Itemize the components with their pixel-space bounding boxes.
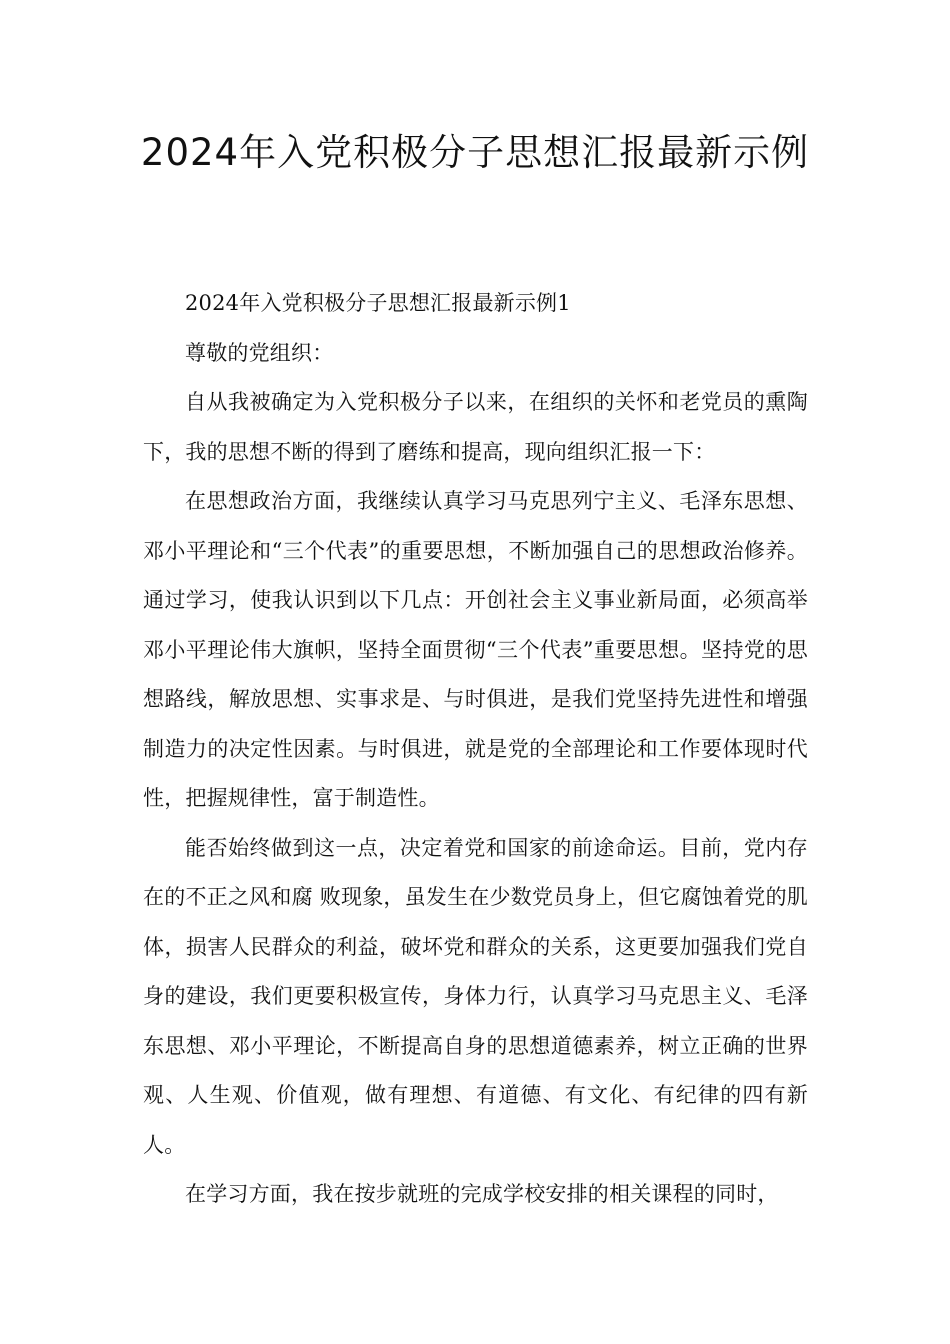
body-paragraph: 在学习方面，我在按步就班的完成学校安排的相关课程的同时， bbox=[185, 1182, 779, 1206]
salutation: 尊敬的党组织： bbox=[185, 340, 334, 365]
document-title: 2024年入党积极分子思想汇报最新示例 bbox=[140, 131, 810, 174]
body-paragraph: 能否始终做到这一点，决定着党和国家的前途命运。目前，党内存在的不正之风和腐 败现象，虽发生在少数党员身上，但它腐蚀着党的肌体，损害人民群众的利益，破坏党和群众的关系，这更要加强我们党自身的建设，我们更要积极宣传，身体力行，认真学习马克思主义、毛泽东思想、邓小平理论，不断提高自身的思想道德素养，树立正确的世界观、人生观、价值观，做有理想、有道德、有文化、有纪律的四有新人。 bbox=[143, 835, 808, 1157]
section-heading: 2024年入党积极分子思想汇报最新示例1 bbox=[185, 291, 571, 315]
body-paragraph: 在思想政治方面，我继续认真学习马克思列宁主义、毛泽东思想、邓小平理论和“三个代表”的重要思想，不断加强自己的思想政治修养。通过学习，使我认识到以下几点：开创社会主义事业新局面，必须高举邓小平理论伟大旗帜，坚持全面贯彻“三个代表”重要思想。坚持党的思想路线，解放思想、实事求是、与时俱进，是我们党坚持先进性和增强制造力的决定性因素。与时俱进，就是党的全部理论和工作要体现时代性，把握规律性，富于制造性。 bbox=[143, 489, 808, 810]
body-paragraph: 自从我被确定为入党积极分子以来，在组织的关怀和老党员的熏陶下，我的思想不断的得到了磨练和提高，现向组织汇报一下： bbox=[143, 390, 808, 464]
document-body bbox=[143, 279, 808, 1220]
